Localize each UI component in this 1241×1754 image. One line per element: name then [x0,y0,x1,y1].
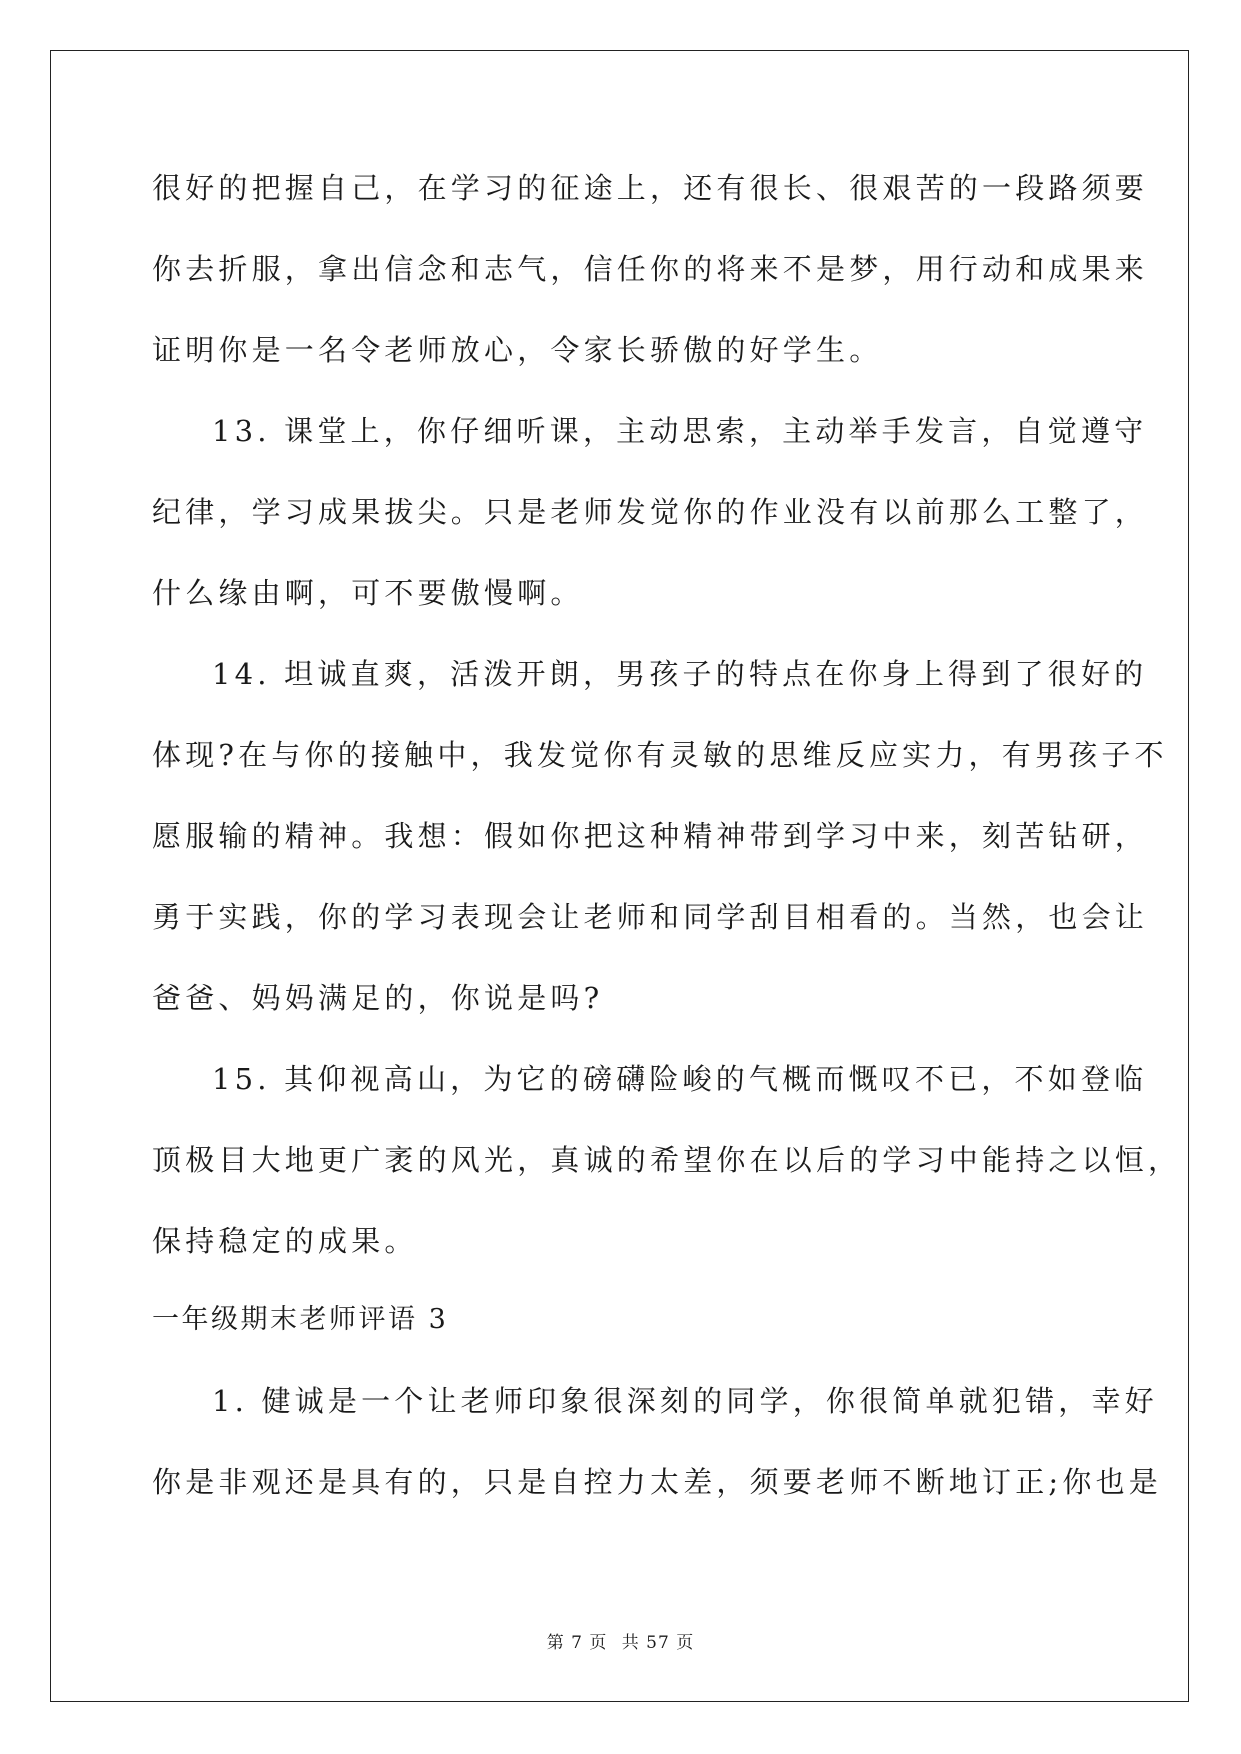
text-line: 什么缘由啊，可不要傲慢啊。 [152,576,584,610]
section-heading: 一年级期末老师评语 3 [152,1304,449,1335]
paragraph-1-start: 1. 健诚是一个让老师印象很深刻的同学，你很简单就犯错，幸好 [212,1384,1158,1418]
text-line: 你去折服，拿出信念和志气，信任你的将来不是梦，用行动和成果来 [152,252,1149,286]
text-line: 纪律，学习成果拔尖。只是老师发觉你的作业没有以前那么工整了， [152,495,1149,529]
text-line: 很好的把握自己，在学习的征途上，还有很长、很艰苦的一段路须要 [152,171,1149,205]
text-line: 保持稳定的成果。 [152,1224,418,1258]
text-line: 顶极目大地更广袤的风光，真诚的希望你在以后的学习中能持之以恒， [152,1143,1182,1177]
text-line: 勇于实践，你的学习表现会让老师和同学刮目相看的。当然，也会让 [152,900,1149,934]
page-number: 第 7 页 [546,1633,608,1653]
paragraph-13-start: 13. 课堂上，你仔细听课，主动思索，主动举手发言，自觉遵守 [212,414,1148,448]
page-border [50,50,1189,1702]
page-footer [0,1628,1241,1653]
paragraph-14-start: 14. 坦诚直爽，活泼开朗，男孩子的特点在你身上得到了很好的 [212,657,1148,691]
text-line: 体现?在与你的接触中，我发觉你有灵敏的思维反应实力，有男孩子不 [152,738,1168,772]
text-line: 爸爸、妈妈满足的，你说是吗? [152,981,604,1015]
text-line: 证明你是一名令老师放心，令家长骄傲的好学生。 [152,333,883,367]
total-pages: 共 57 页 [621,1633,695,1653]
paragraph-15-start: 15. 其仰视高山，为它的磅礴险峻的气概而慨叹不已，不如登临 [212,1062,1148,1096]
text-line: 愿服输的精神。我想：假如你把这种精神带到学习中来，刻苦钻研， [152,819,1149,853]
text-line: 你是非观还是具有的，只是自控力太差，须要老师不断地订正;你也是 [152,1465,1162,1499]
